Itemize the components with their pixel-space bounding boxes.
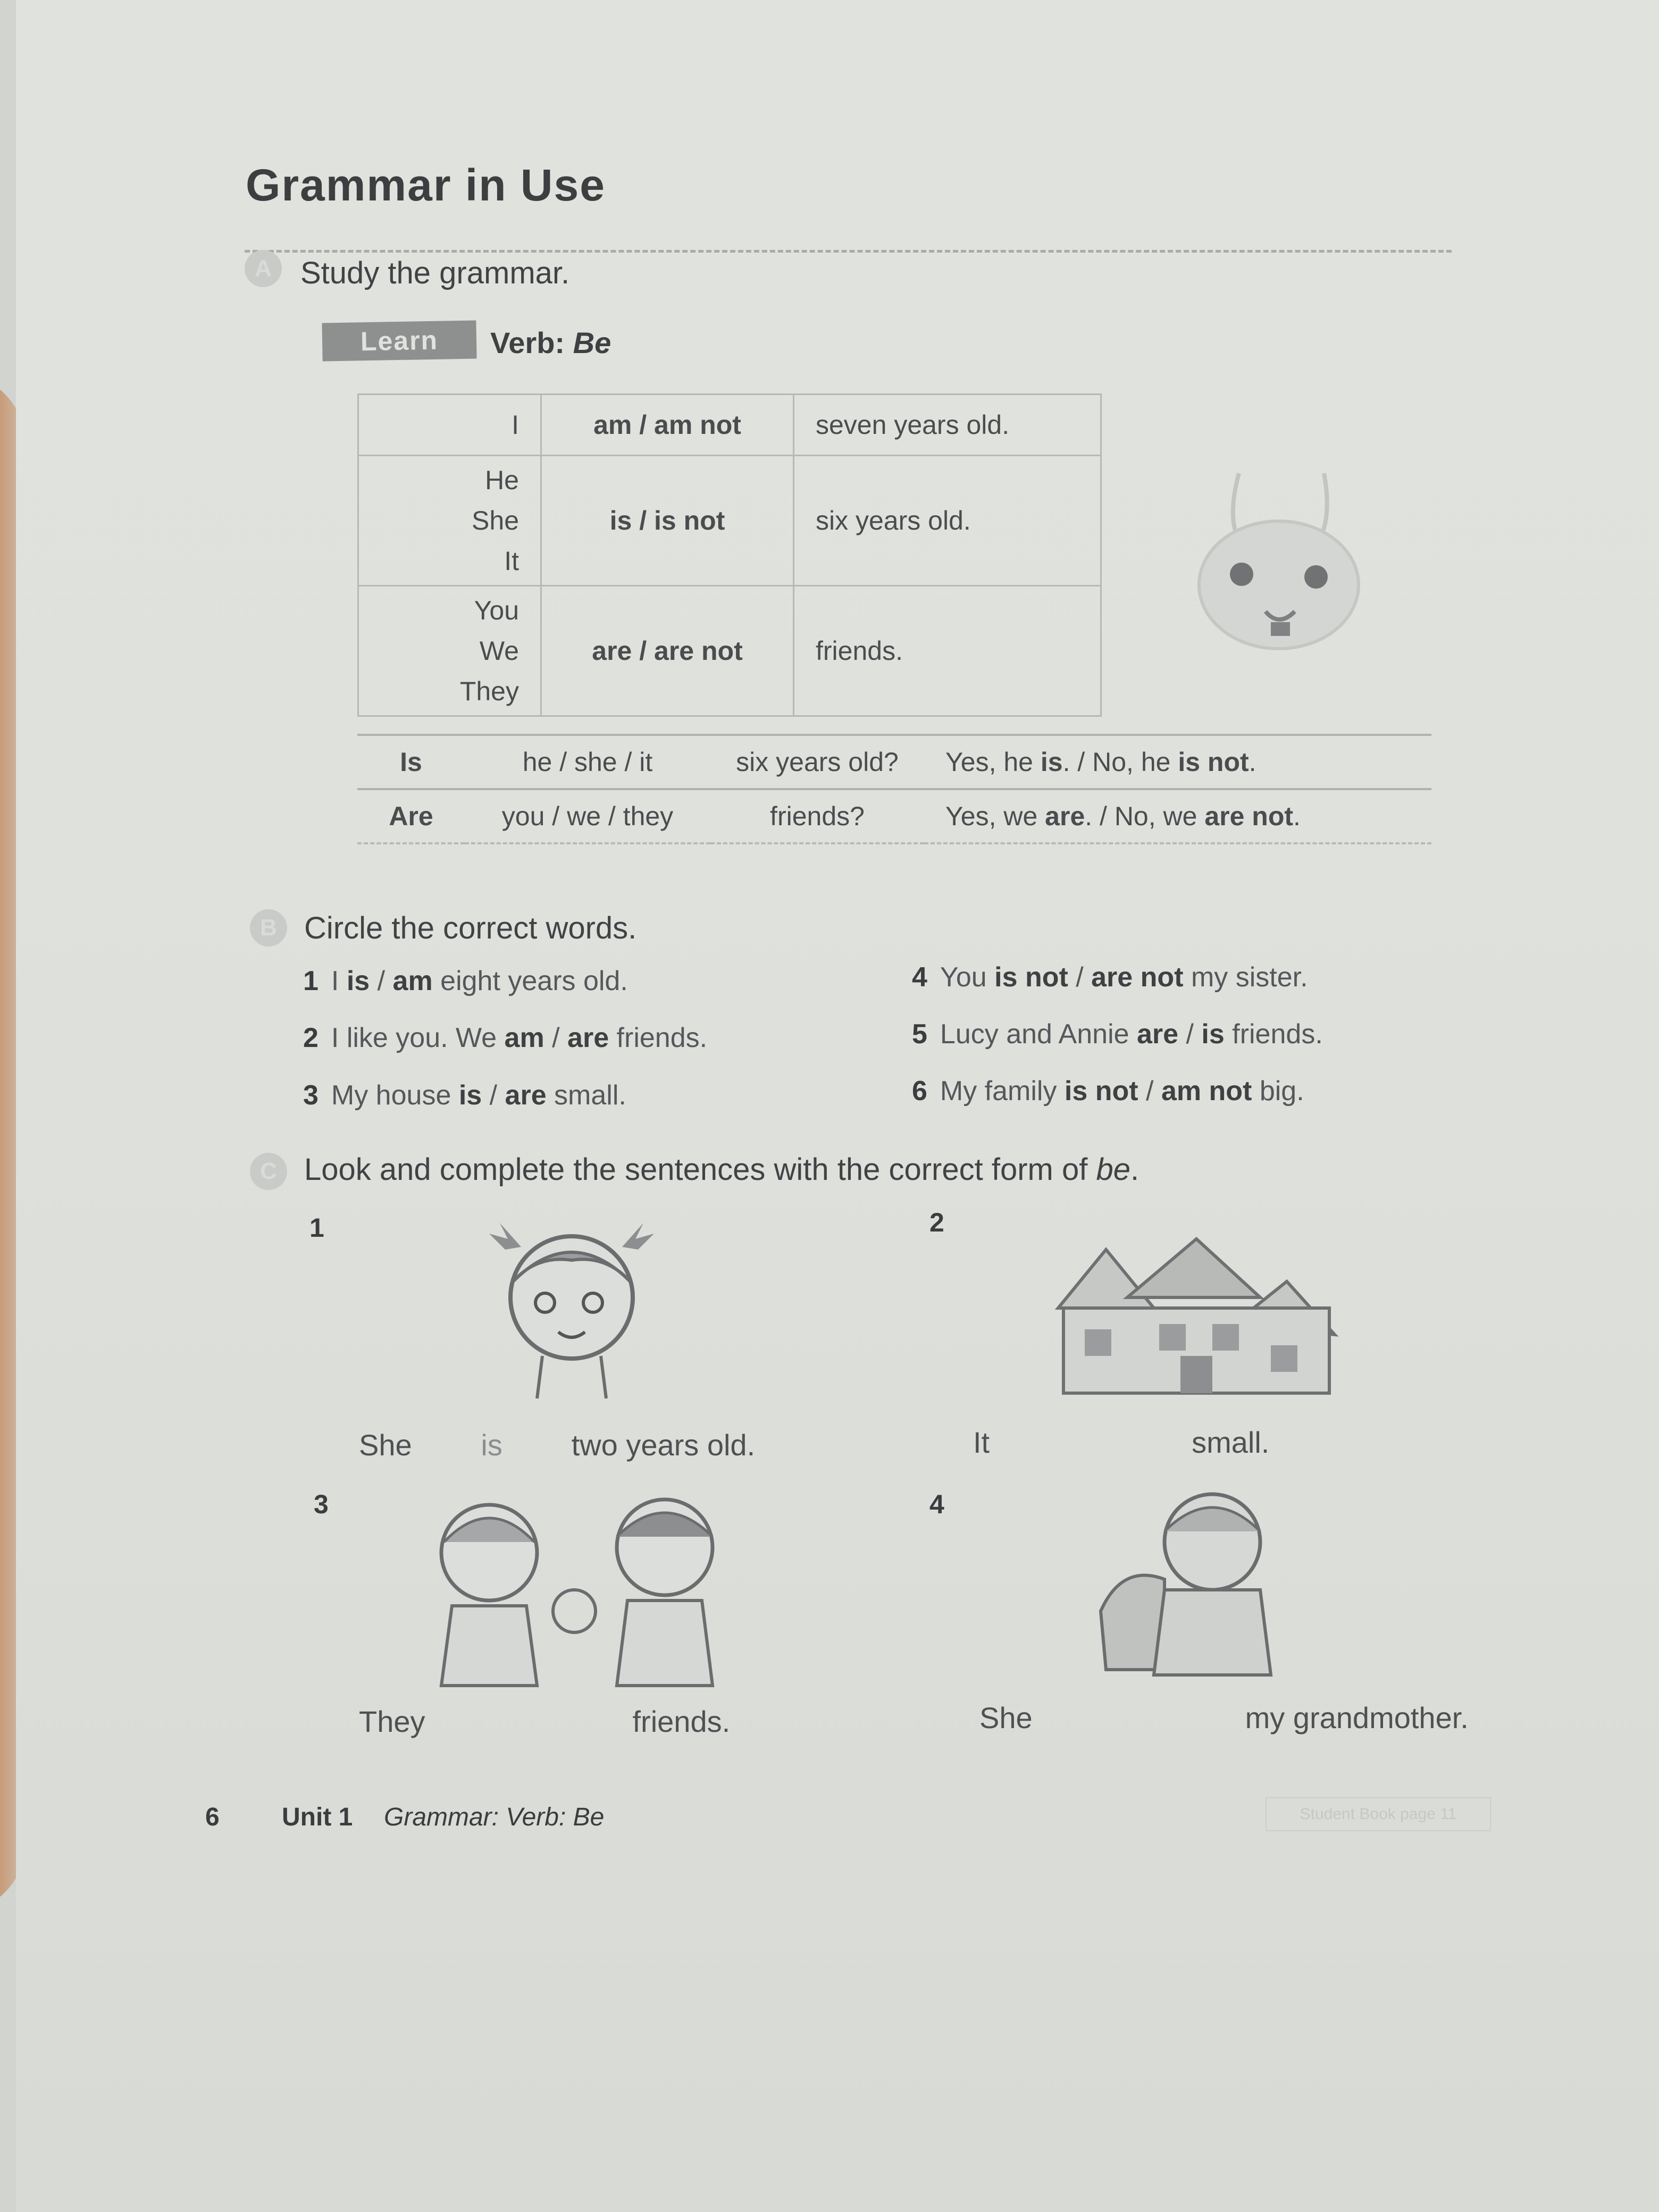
option-2[interactable]: am: [392, 966, 433, 996]
item-number: 1: [303, 966, 319, 996]
option-2[interactable]: are: [505, 1080, 547, 1111]
option-separator: /: [1178, 1019, 1202, 1050]
pronoun: It: [504, 546, 519, 576]
grammar-verb: are / are not: [541, 586, 794, 716]
pronoun: We: [479, 636, 519, 666]
option-separator: /: [482, 1080, 505, 1111]
picture-number: 1: [309, 1213, 324, 1243]
option-separator: /: [1068, 962, 1092, 993]
answer-no: . / No, we: [1085, 801, 1205, 831]
girl-illustration: [484, 1218, 659, 1409]
footer-unit: Unit 1: [282, 1803, 353, 1831]
section-a-instruction: Study the grammar.: [300, 256, 570, 290]
item-text: eight years old.: [432, 966, 628, 996]
answer-no-verb: are not: [1204, 801, 1294, 831]
section-c-badge: C: [250, 1153, 287, 1190]
option-separator: /: [544, 1023, 568, 1053]
grammar-row-i: [358, 395, 1101, 456]
picture-number: 3: [314, 1489, 329, 1519]
question-row-is: [357, 735, 1431, 789]
answer-no: . / No, he: [1062, 747, 1178, 777]
grammar-verb: am / am not: [541, 395, 794, 456]
page-title: Grammar in Use: [246, 160, 606, 210]
sentence-rest: my grandmother.: [1245, 1701, 1469, 1735]
workbook-page: [16, 0, 1659, 2212]
question-answer: [924, 789, 1431, 843]
sentence-4: [979, 1700, 1469, 1735]
question-complement: six years old?: [710, 735, 924, 789]
option-1[interactable]: is not: [994, 962, 1068, 993]
item-text: My family: [940, 1076, 1065, 1107]
picture-number: 4: [929, 1489, 944, 1519]
sentence-subject: It: [973, 1426, 990, 1459]
circle-item: [912, 1018, 1323, 1050]
question-answer: [924, 735, 1431, 789]
item-text: Lucy and Annie: [940, 1019, 1137, 1050]
student-book-stamp: Student Book page 11: [1266, 1797, 1491, 1831]
grammar-pronouns: [358, 395, 541, 456]
page-number: 6: [205, 1803, 220, 1831]
question-row-are: [357, 789, 1431, 843]
option-2[interactable]: are not: [1091, 962, 1184, 993]
sentence-subject: She: [979, 1701, 1033, 1735]
option-separator: /: [370, 966, 393, 996]
pronoun: He: [485, 465, 519, 495]
item-number: 4: [912, 962, 927, 993]
circle-item: [303, 965, 628, 997]
sentence-rest: two years old.: [571, 1428, 756, 1462]
option-2[interactable]: is: [1201, 1019, 1225, 1050]
learn-heading-word: Be: [573, 326, 611, 359]
mascot-illustration: [1191, 468, 1367, 670]
item-text: I: [331, 966, 347, 996]
pronoun: She: [472, 506, 519, 535]
sentence-rest: friends.: [632, 1705, 731, 1738]
item-text: big.: [1252, 1076, 1304, 1107]
learn-tag: Learn: [322, 320, 476, 361]
grammar-pronouns: [358, 456, 541, 586]
answer-no-verb: is not: [1178, 747, 1249, 777]
circle-item: [912, 1075, 1304, 1107]
grammar-complement: seven years old.: [794, 395, 1101, 456]
sentence-1: [359, 1428, 755, 1462]
item-number: 2: [303, 1023, 319, 1053]
instruction-word: be: [1096, 1152, 1130, 1187]
section-b-badge: B: [250, 909, 287, 946]
grammar-table: [357, 393, 1102, 717]
instruction-text: Look and complete the sentences with the correct form of: [304, 1152, 1096, 1187]
option-1[interactable]: are: [1137, 1019, 1179, 1050]
question-complement: friends?: [710, 789, 924, 843]
grammar-pronouns: [358, 586, 541, 716]
grammar-verb: is / is not: [541, 456, 794, 586]
grammar-row-you-we-they: [358, 586, 1101, 716]
learn-heading: [490, 325, 611, 360]
sentence-3: [359, 1704, 730, 1739]
house-illustration: [1048, 1218, 1345, 1409]
section-c-instruction: [304, 1152, 1139, 1187]
item-text: I like you. We: [331, 1023, 505, 1053]
item-number: 3: [303, 1080, 319, 1111]
grammar-complement: friends.: [794, 586, 1101, 716]
question-verb: Is: [357, 735, 465, 789]
item-text: friends.: [1224, 1019, 1323, 1050]
sentence-subject: She: [359, 1428, 412, 1462]
answer-yes: Yes, he: [945, 747, 1041, 777]
answer-end: .: [1249, 747, 1256, 777]
grammar-row-he-she-it: [358, 456, 1101, 586]
learn-heading-prefix: Verb:: [490, 326, 573, 359]
footer-topic: Grammar: Verb: Be: [384, 1803, 605, 1831]
question-pronouns: he / she / it: [465, 735, 710, 789]
question-table: [357, 734, 1431, 844]
friends-illustration: [393, 1489, 766, 1691]
option-1[interactable]: is: [346, 966, 370, 996]
picture-number: 2: [929, 1208, 944, 1237]
option-separator: /: [1138, 1076, 1161, 1107]
item-text: my sister.: [1183, 962, 1308, 993]
option-1[interactable]: am: [504, 1023, 544, 1053]
title-divider: [245, 250, 1452, 253]
item-number: 5: [912, 1019, 927, 1050]
answer-yes-verb: are: [1045, 801, 1085, 831]
pronoun: You: [474, 596, 519, 625]
circle-item: [303, 1022, 707, 1054]
answer-yes-verb: is: [1040, 747, 1063, 777]
sentence-subject: They: [359, 1705, 425, 1738]
item-number: 6: [912, 1076, 927, 1107]
item-text: friends.: [609, 1023, 708, 1053]
instruction-end: .: [1130, 1152, 1139, 1187]
pronoun: They: [459, 676, 519, 706]
option-2[interactable]: am not: [1161, 1076, 1252, 1107]
option-1[interactable]: is not: [1064, 1076, 1138, 1107]
pronoun: I: [512, 410, 519, 440]
circle-item: [912, 961, 1308, 993]
answer-yes: Yes, we: [945, 801, 1045, 831]
sentence-2: [973, 1425, 1269, 1460]
item-text: small.: [546, 1080, 626, 1111]
section-b-instruction: Circle the correct words.: [304, 911, 637, 945]
item-text: You: [940, 962, 995, 993]
answer-blank[interactable]: is: [481, 1428, 502, 1462]
item-text: My house: [331, 1080, 459, 1111]
sentence-rest: small.: [1192, 1426, 1270, 1459]
option-2[interactable]: are: [567, 1023, 609, 1053]
question-verb: Are: [357, 789, 465, 843]
grandmother-illustration: [1090, 1484, 1303, 1686]
circle-item: [303, 1079, 626, 1111]
option-1[interactable]: is: [458, 1080, 482, 1111]
question-pronouns: you / we / they: [465, 789, 710, 843]
section-a-badge: A: [245, 250, 282, 287]
grammar-complement: six years old.: [794, 456, 1101, 586]
answer-end: .: [1293, 801, 1301, 831]
